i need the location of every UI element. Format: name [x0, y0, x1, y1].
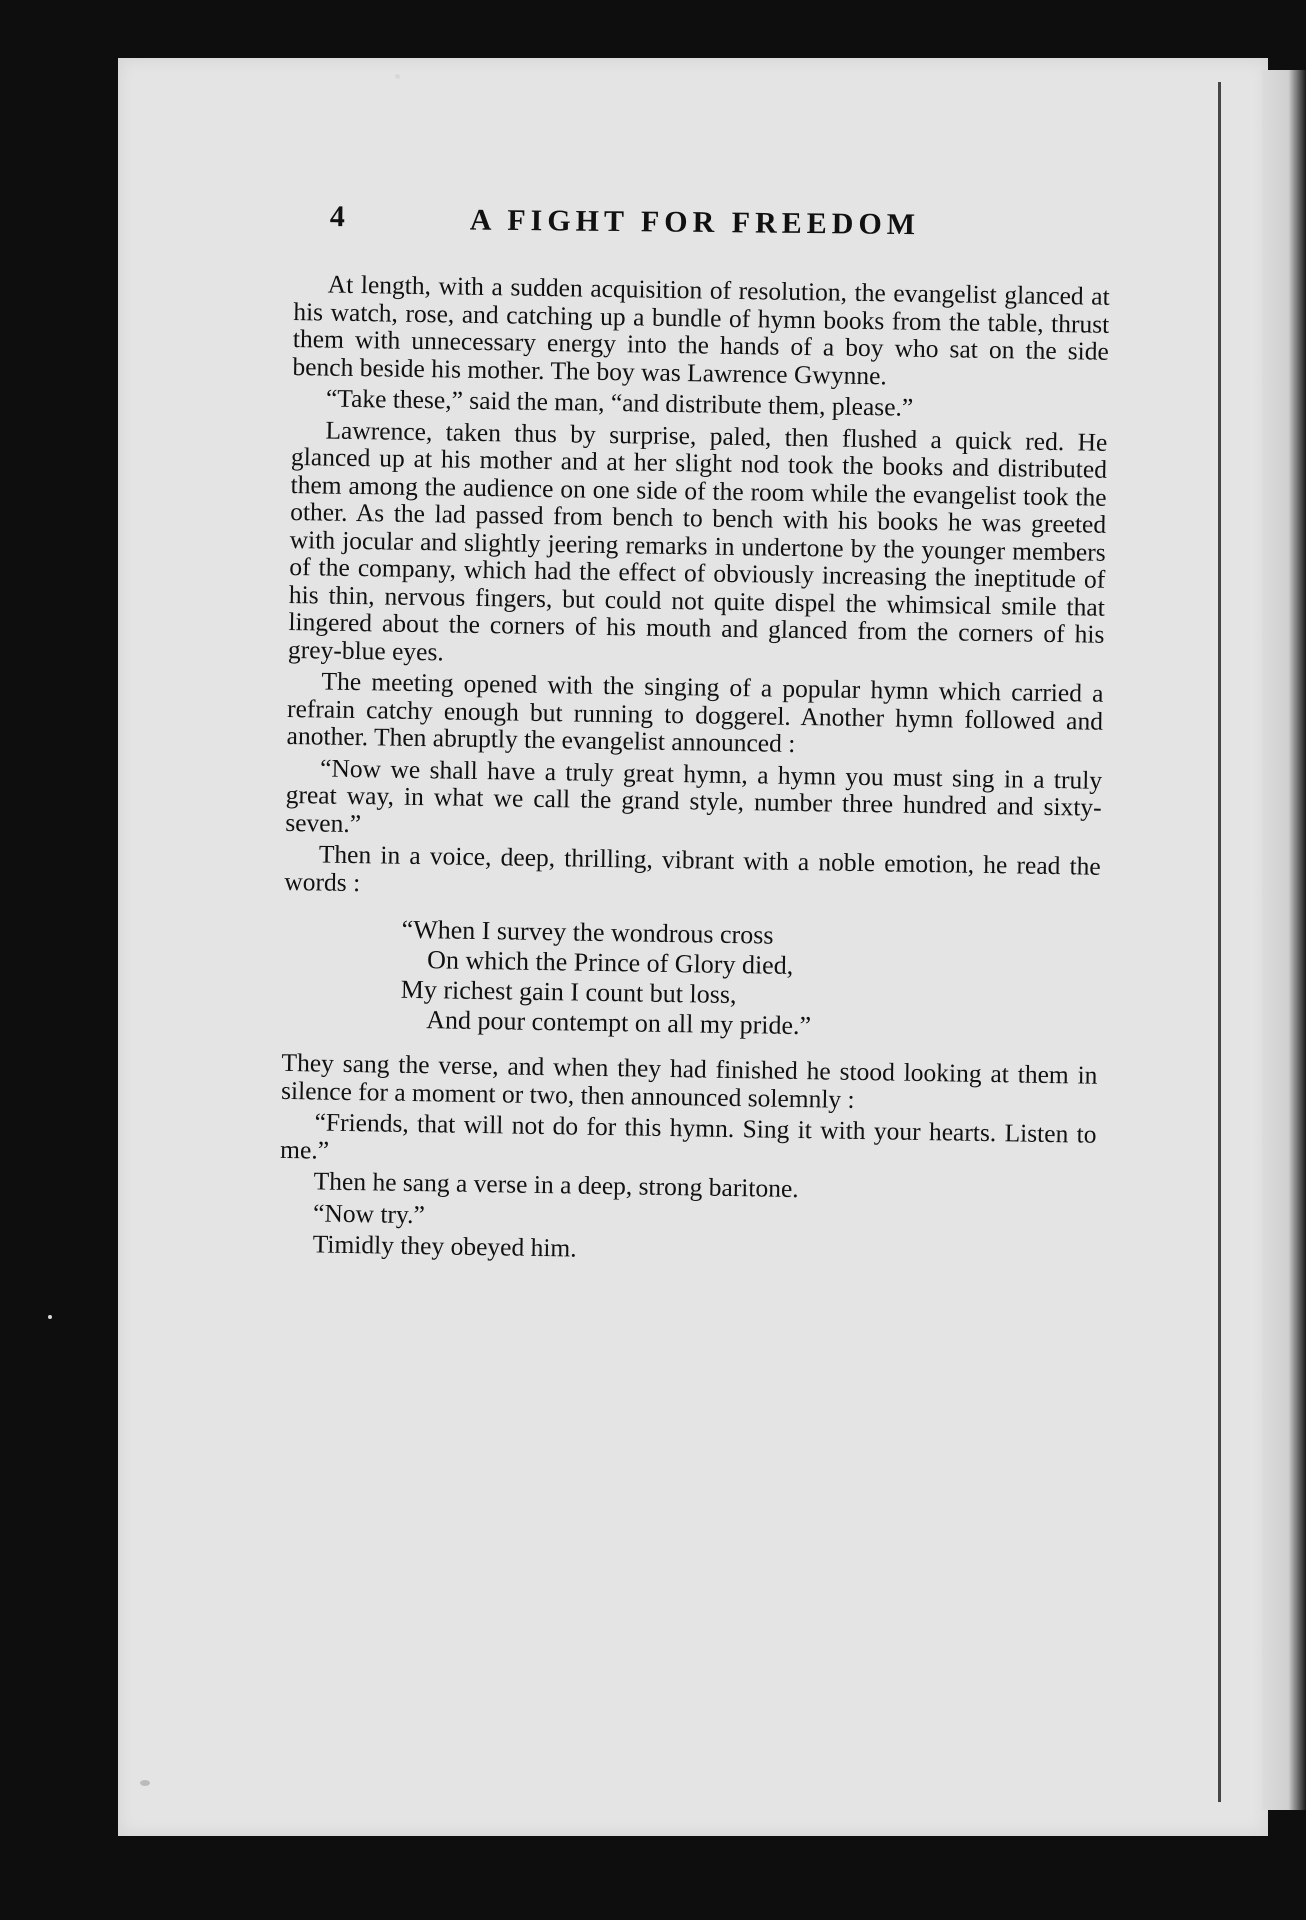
hymn-verse: [400, 915, 1100, 1046]
page-number: 4: [329, 200, 345, 234]
verse-line: And pour contempt on all my pride.”: [426, 1005, 812, 1041]
scan-speck: [140, 1780, 150, 1786]
paragraph: Lawrence, taken thus by surprise, paled, then flushed a quick red. He glanced up at his mother and at her slight nod took the books and distributed them among the audience on one side of the room while the evangelist took the other. As the lad passed from bench to bench with his books he was greeted with jocular and slightly jeering remarks in undertone by the younger members of the company, which had the effect of obviously increasing the ineptitude of his thin, nervous fingers, but could not quite dispel the whimsical smile that lingered about the corners of his mouth and glanced from the corners of his grey-blue eyes.: [287, 415, 1108, 666]
paragraph: Then he sang a verse in a deep, strong baritone.: [313, 1166, 799, 1204]
page-body: [278, 270, 1109, 1274]
paragraph: Timidly they obeyed him.: [312, 1229, 577, 1263]
paragraph: “Friends, that will not do for this hymn. Sing it with your hearts. Listen to me.”: [279, 1107, 1097, 1165]
paragraph: “Now try.”: [312, 1197, 426, 1229]
scan-speck: [48, 1315, 52, 1319]
paragraph: Then in a voice, deep, thrilling, vibrant with a noble emotion, he read the words :: [284, 839, 1101, 897]
verse-line: “When I survey the wondrous cross: [401, 914, 774, 950]
facing-page-edge: [1262, 70, 1306, 1810]
page-gutter: [1218, 82, 1221, 1802]
verse-line: My richest gain I count but loss,: [400, 974, 737, 1010]
page-header: [329, 200, 1029, 257]
scan-speck: [395, 74, 400, 79]
paragraph: At length, with a sudden acquisition of resolution, the evangelist glanced at his watch, rose, and catching up a bundle of hymn books from the table, thrust them with unnecessary energy into the hands of a boy who sat on the side bench beside his mother. The boy was Lawrence Gwynne.: [292, 269, 1110, 390]
paragraph: “Take these,” said the man, “and distribute them, please.”: [325, 383, 914, 422]
paragraph: They sang the verse, and when they had finished he stood looking at them in silence for a moment or two, then announced solemnly :: [280, 1047, 1098, 1114]
running-title: A FIGHT FOR FREEDOM: [469, 203, 921, 242]
paragraph: The meeting opened with the singing of a popular hymn which carried a refrain catchy enough but running to doggerel. Another hymn followed and another. Then abruptly the evangelist announced :: [286, 666, 1104, 758]
verse-line: On which the Prince of Glory died,: [426, 945, 794, 980]
paragraph: “Now we shall have a truly great hymn, a hymn you must sing in a truly great way, in what we call the grand style, number three hundred and sixty-seven.”: [285, 752, 1103, 838]
